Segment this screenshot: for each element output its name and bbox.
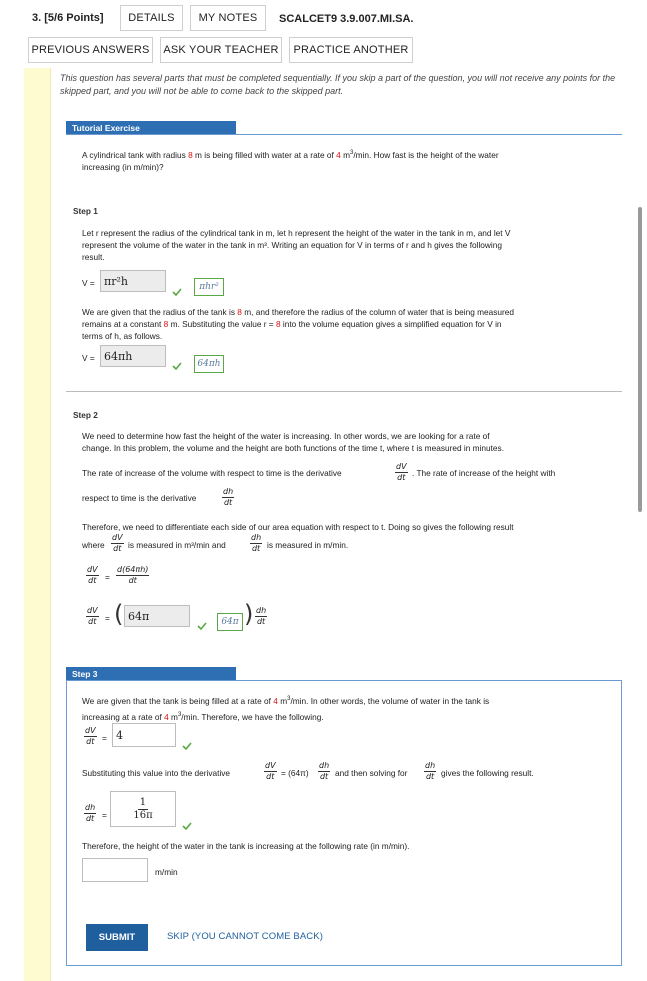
question-margin-strip (24, 68, 51, 981)
dV-dt-fraction: $\frac{dV}{dt}$ (265, 761, 276, 781)
answer-box-dh-dt[interactable] (110, 791, 176, 827)
answer-box-volume[interactable]: πr²h (100, 270, 166, 292)
dh-dt-fraction: $\frac{dh}{dt}$ (425, 761, 436, 781)
step2-paragraph2b: . The rate of increase of the height with (412, 468, 556, 478)
step3-paragraph2b: = (64π) (281, 768, 309, 778)
step-divider (66, 391, 622, 392)
dh-dt-fraction: $\frac{dh}{dt}$ (223, 487, 234, 507)
dh-dt-fraction: $\frac{dh}{dt}$ (85, 803, 96, 823)
correct-check-icon (182, 822, 192, 830)
step2-label: Step 2 (73, 410, 98, 420)
correct-answer-simplified-volume: 64πh (194, 355, 224, 373)
step2-paragraph3: respect to time is the derivative (82, 493, 197, 503)
dV-dt-fraction: $\frac{dV}{dt}$ (85, 726, 96, 746)
problem-statement: A cylindrical tank with radius 8 m is being filled with water at a rate of 4 $m^3/\min$. How fast is the height of the water increasing (in m/min)? (82, 149, 499, 172)
my-notes-button[interactable]: MY NOTES (190, 5, 266, 31)
details-button[interactable]: DETAILS (120, 5, 183, 31)
dV-dt-fraction: $\frac{dV}{dt}$ (87, 606, 98, 626)
step3-paragraph3: Therefore, the height of the water in the tank is increasing at the following rate (in m/min). (82, 841, 410, 851)
answer-numerator: 1 (139, 796, 147, 808)
open-paren: ( (114, 600, 124, 628)
step3-paragraph2d: gives the following result. (441, 768, 534, 778)
step3-paragraph2a: Substituting this value into the derivative (82, 768, 231, 778)
dh-dt-fraction: $\frac{dh}{dt}$ (319, 761, 330, 781)
correct-answer-derivative-coefficient: 64π (217, 613, 243, 631)
correct-check-icon (172, 362, 182, 370)
equals-sign: = (105, 572, 110, 582)
answer-denominator: 16π (133, 809, 153, 821)
d64pih-dt-fraction: $\frac{d(64\pi h)}{dt}$ (117, 565, 149, 585)
tutorial-rule (66, 134, 622, 135)
dh-dt-fraction: $\frac{dh}{dt}$ (256, 606, 267, 626)
correct-check-icon (172, 288, 182, 296)
dV-dt-fraction: $\frac{dV}{dt}$ (87, 565, 98, 585)
equals-sign: = (102, 733, 107, 743)
points-label: [5/6 Points] (44, 12, 104, 24)
step2-paragraph1: We need to determine how fast the height of the water is increasing. In other words, we are looking for a rate of change. In this problem, the volume and the height are both functions of the time t, where t is measured in minutes. (82, 431, 504, 453)
intro-text: This question has several parts that must be completed sequentially. If you skip a part of the question, you will not receive any points for the skipped part, and you will not be able to come back to the skipped part. (60, 73, 616, 96)
step1-paragraph2: We are given that the radius of the tank is 8 m, and therefore the radius of the column of water that is being measured remains at a constant 8 m. Substituting the value r = 8 into the volume equation gives a simplified equation for V in terms of h, as follows. (82, 307, 515, 341)
step3-tab: Step 3 (66, 667, 236, 680)
previous-answers-button[interactable]: PREVIOUS ANSWERS (28, 37, 153, 63)
eq2-lhs: V = (82, 353, 95, 363)
step2-paragraph4: Therefore, we need to differentiate each side of our area equation with respect to t. Doing so gives the following result (82, 522, 514, 532)
tutorial-tab: Tutorial Exercise (66, 121, 236, 134)
equals-sign: = (105, 613, 110, 623)
final-answer-input[interactable] (82, 858, 148, 882)
step1-paragraph1: Let r represent the radius of the cylindrical tank in m, let h represent the height of the water in the tank in m, and let V represent the volume of the water in the tank in m³. Writing an equation for V in terms of r and h gives the following result. (82, 228, 511, 262)
answer-box-derivative-coefficient[interactable]: 64π (124, 605, 190, 627)
answer-box-dV-dt[interactable]: 4 (112, 723, 176, 747)
step2-mid: is measured in m³/min and (128, 540, 226, 550)
step3-paragraph2c: and then solving for (335, 768, 408, 778)
step2-end: is measured in m/min. (267, 540, 349, 550)
dV-dt-fraction: $\frac{dV}{dt}$ (396, 462, 407, 482)
submit-button[interactable]: SUBMIT (86, 924, 148, 951)
practice-another-button[interactable]: PRACTICE ANOTHER (289, 37, 413, 63)
ask-teacher-button[interactable]: ASK YOUR TEACHER (160, 37, 282, 63)
correct-answer-volume: πhr² (194, 278, 224, 296)
correct-check-icon (197, 622, 207, 630)
scrollbar-thumb[interactable] (638, 207, 642, 512)
step1-label: Step 1 (73, 206, 98, 216)
equals-sign: = (102, 810, 107, 820)
step2-where: where (82, 540, 105, 550)
skip-button[interactable]: SKIP (YOU CANNOT COME BACK) (167, 931, 323, 942)
answer-box-simplified-volume[interactable]: 64πh (100, 345, 166, 367)
step2-paragraph2a: The rate of increase of the volume with respect to time is the derivative (82, 468, 342, 478)
problem-id: SCALCET9 3.9.007.MI.SA. (279, 13, 414, 25)
dV-dt-fraction: $\frac{dV}{dt}$ (112, 533, 123, 553)
step3-paragraph1: We are given that the tank is being filled at a rate of 4 $m^3/\min$. In other words, the volume of water in the tank is increasing at a rate of 4 $m^3/\min$. Therefore, we have the following. (82, 695, 490, 722)
eq1-lhs: V = (82, 278, 95, 288)
correct-check-icon (182, 742, 192, 750)
unit-label: m/min (155, 867, 178, 877)
close-paren: ) (244, 600, 254, 628)
question-number: 3. [5/6 Points] (32, 12, 104, 24)
dh-dt-fraction: $\frac{dh}{dt}$ (251, 533, 262, 553)
